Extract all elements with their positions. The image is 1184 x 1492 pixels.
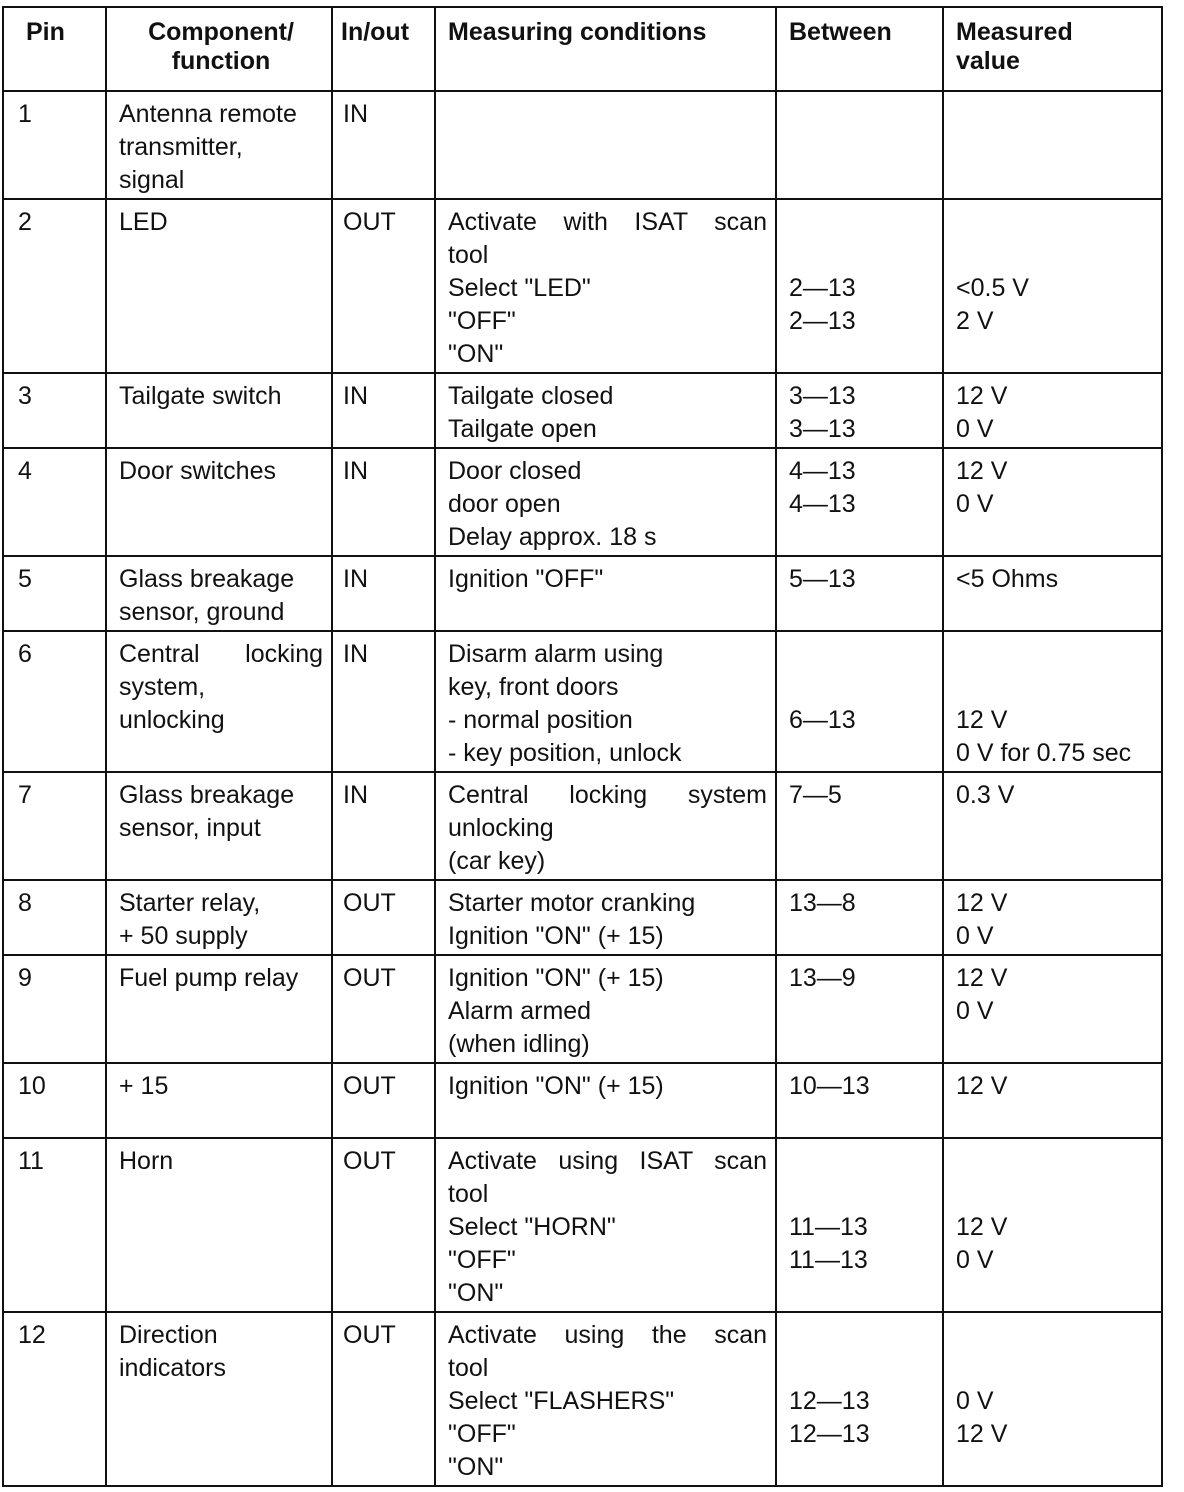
between-cell-line xyxy=(789,671,934,704)
table-row xyxy=(3,772,1162,880)
component-cell xyxy=(106,556,332,631)
component-cell-line: sensor, input xyxy=(119,814,261,842)
component-cell xyxy=(106,1312,332,1486)
conditions-cell-line: "ON" xyxy=(448,1453,504,1481)
header-measured xyxy=(943,7,1162,91)
conditions-cell-line: Activate using the scan xyxy=(448,1321,767,1349)
inout-cell: OUT xyxy=(332,880,435,955)
measured-cell xyxy=(943,772,1162,880)
measured-cell-line: 2 V xyxy=(956,307,994,335)
component-cell xyxy=(106,91,332,199)
table-row xyxy=(3,1312,1162,1486)
conditions-cell-line: (when idling) xyxy=(448,1030,590,1058)
component-cell-line: unlocking xyxy=(119,706,225,734)
conditions-cell-line: Ignition "ON" (+ 15) xyxy=(448,922,664,950)
pin-cell: 1 xyxy=(3,91,106,199)
inout-cell: IN xyxy=(332,91,435,199)
component-cell-line: Door switches xyxy=(119,457,276,485)
table-row xyxy=(3,199,1162,373)
measured-cell-line: 12 V xyxy=(956,1072,1008,1100)
component-cell-line: Direction xyxy=(119,1321,218,1349)
between-cell-line xyxy=(789,338,934,371)
between-cell-line: 3—13 xyxy=(789,415,856,443)
conditions-cell-line: Select "FLASHERS" xyxy=(448,1387,675,1415)
measured-cell-line: 0 V xyxy=(956,415,994,443)
pin-cell: 6 xyxy=(3,631,106,772)
pin-cell: 9 xyxy=(3,955,106,1063)
conditions-cell-line: Select "LED" xyxy=(448,274,591,302)
component-cell-line: + 15 xyxy=(119,1072,169,1100)
between-cell-line: 3—13 xyxy=(789,382,856,410)
between-cell-line xyxy=(789,1319,934,1352)
conditions-cell-line: Delay approx. 18 s xyxy=(448,523,657,551)
measured-cell xyxy=(943,373,1162,448)
table-row xyxy=(3,556,1162,631)
conditions-cell xyxy=(435,1138,776,1312)
inout-cell: IN xyxy=(332,772,435,880)
conditions-cell xyxy=(435,880,776,955)
component-cell xyxy=(106,631,332,772)
header-component-line: function xyxy=(171,47,271,75)
component-cell xyxy=(106,199,332,373)
measured-cell-line: 0.3 V xyxy=(956,781,1015,809)
measured-cell xyxy=(943,1312,1162,1486)
between-cell-line: 6—13 xyxy=(789,706,856,734)
component-cell xyxy=(106,1063,332,1138)
conditions-cell-line: "OFF" xyxy=(448,1420,516,1448)
pin-cell: 11 xyxy=(3,1138,106,1312)
component-cell-line: Glass breakage xyxy=(119,781,295,809)
between-cell xyxy=(776,91,943,199)
conditions-cell-line: tool xyxy=(448,241,489,269)
table-row xyxy=(3,1138,1162,1312)
component-cell-line: Glass breakage xyxy=(119,565,295,593)
between-cell-line xyxy=(789,737,934,770)
conditions-cell-line: Ignition "OFF" xyxy=(448,565,604,593)
between-cell-line xyxy=(789,521,934,554)
component-cell-line: Starter relay, xyxy=(119,889,261,917)
measured-cell-line xyxy=(956,206,1153,239)
pin-cell: 10 xyxy=(3,1063,106,1138)
conditions-cell-line: Select "HORN" xyxy=(448,1213,616,1241)
component-cell-line: LED xyxy=(119,208,168,236)
component-cell-line: Fuel pump relay xyxy=(119,964,299,992)
between-cell-line: 12—13 xyxy=(789,1387,870,1415)
between-cell xyxy=(776,448,943,556)
between-cell-line xyxy=(789,920,934,953)
table-row xyxy=(3,955,1162,1063)
measured-cell-line: 0 V xyxy=(956,490,994,518)
header-between: Between xyxy=(776,7,943,91)
component-cell-line: + 50 supply xyxy=(119,922,248,950)
measured-cell xyxy=(943,1138,1162,1312)
conditions-cell-line: Ignition "ON" (+ 15) xyxy=(448,964,664,992)
measured-cell-line: 12 V xyxy=(956,889,1008,917)
measured-cell-line xyxy=(956,521,1153,554)
component-cell-line: Tailgate switch xyxy=(119,382,282,410)
between-cell xyxy=(776,1063,943,1138)
measured-cell-line xyxy=(956,239,1153,272)
between-cell xyxy=(776,772,943,880)
pin-cell: 4 xyxy=(3,448,106,556)
conditions-cell-line: Door closed xyxy=(448,457,582,485)
component-cell-line: Central locking xyxy=(119,640,323,668)
measured-cell-line xyxy=(956,1028,1153,1061)
between-cell-line xyxy=(789,1451,934,1484)
conditions-cell-line: unlocking xyxy=(448,814,554,842)
measured-cell-line xyxy=(956,1277,1153,1310)
measured-cell-line xyxy=(956,338,1153,371)
measured-cell xyxy=(943,880,1162,955)
pin-cell: 8 xyxy=(3,880,106,955)
conditions-cell-line: Tailgate closed xyxy=(448,382,614,410)
inout-cell: OUT xyxy=(332,1312,435,1486)
header-inout: In/out xyxy=(332,7,435,91)
component-cell xyxy=(106,448,332,556)
inout-cell: IN xyxy=(332,373,435,448)
conditions-cell-line: - normal position xyxy=(448,706,633,734)
between-cell-line: 2—13 xyxy=(789,307,856,335)
measured-cell xyxy=(943,91,1162,199)
inout-cell: IN xyxy=(332,448,435,556)
between-cell-line: 7—5 xyxy=(789,781,842,809)
measured-cell xyxy=(943,448,1162,556)
measured-cell-line: 12 V xyxy=(956,1420,1008,1448)
header-conditions: Measuring conditions xyxy=(435,7,776,91)
table-row xyxy=(3,880,1162,955)
measured-cell xyxy=(943,199,1162,373)
conditions-cell-line: Activate with ISAT scan xyxy=(448,208,767,236)
header-measured-line: Measured xyxy=(956,18,1073,46)
measured-cell-line: 12 V xyxy=(956,457,1008,485)
between-cell-line: 13—8 xyxy=(789,889,856,917)
component-cell-line: signal xyxy=(119,166,185,194)
between-cell xyxy=(776,199,943,373)
component-cell xyxy=(106,955,332,1063)
conditions-cell-line: - key position, unlock xyxy=(448,739,682,767)
conditions-cell xyxy=(435,1312,776,1486)
pin-cell: 5 xyxy=(3,556,106,631)
conditions-cell-line: tool xyxy=(448,1180,489,1208)
inout-cell: OUT xyxy=(332,199,435,373)
conditions-cell-line: (car key) xyxy=(448,847,546,875)
between-cell-line: 4—13 xyxy=(789,490,856,518)
conditions-cell-line: Central locking system xyxy=(448,781,767,809)
table-row xyxy=(3,448,1162,556)
measured-cell-line: 12 V xyxy=(956,382,1008,410)
conditions-cell-line: "OFF" xyxy=(448,1246,516,1274)
between-cell xyxy=(776,1138,943,1312)
between-cell-line xyxy=(789,638,934,671)
between-cell-line: 2—13 xyxy=(789,274,856,302)
between-cell-line xyxy=(789,206,934,239)
conditions-cell-line: Alarm armed xyxy=(448,997,592,1025)
conditions-cell-line: key, front doors xyxy=(448,673,619,701)
measured-cell-line xyxy=(956,1178,1153,1211)
between-cell-line: 12—13 xyxy=(789,1420,870,1448)
conditions-cell xyxy=(435,772,776,880)
component-cell-line: Antenna remote xyxy=(119,100,297,128)
conditions-cell xyxy=(435,199,776,373)
measured-cell-line xyxy=(956,671,1153,704)
conditions-cell xyxy=(435,556,776,631)
pin-assignment-table xyxy=(2,6,1163,1487)
conditions-cell-line: Tailgate open xyxy=(448,415,597,443)
between-cell-line xyxy=(789,995,934,1028)
table-row xyxy=(3,373,1162,448)
conditions-cell-line: Starter motor cranking xyxy=(448,889,696,917)
between-cell-line xyxy=(789,1352,934,1385)
between-cell xyxy=(776,373,943,448)
table-row xyxy=(3,91,1162,199)
measured-cell-line: 0 V xyxy=(956,1246,994,1274)
component-cell xyxy=(106,1138,332,1312)
inout-cell: IN xyxy=(332,556,435,631)
component-cell-line: Horn xyxy=(119,1147,174,1175)
header-measured-line: value xyxy=(956,47,1020,75)
conditions-cell-line: Activate using ISAT scan xyxy=(448,1147,767,1175)
conditions-cell xyxy=(435,955,776,1063)
measured-cell-line xyxy=(956,1451,1153,1484)
measured-cell-line: 12 V xyxy=(956,706,1008,734)
between-cell-line: 5—13 xyxy=(789,565,856,593)
measured-cell-line: 0 V for 0.75 sec xyxy=(956,739,1132,767)
conditions-cell-line: Ignition "ON" (+ 15) xyxy=(448,1072,664,1100)
measured-cell-line: <0.5 V xyxy=(956,274,1029,302)
component-cell-line: transmitter, xyxy=(119,133,243,161)
conditions-cell-line: tool xyxy=(448,1354,489,1382)
between-cell-line xyxy=(789,1277,934,1310)
measured-cell-line xyxy=(956,1319,1153,1352)
conditions-cell-line: "ON" xyxy=(448,340,504,368)
between-cell-line: 10—13 xyxy=(789,1072,870,1100)
component-cell xyxy=(106,772,332,880)
measured-cell-line xyxy=(956,638,1153,671)
measured-cell xyxy=(943,1063,1162,1138)
pin-cell: 12 xyxy=(3,1312,106,1486)
conditions-cell xyxy=(435,631,776,772)
conditions-cell xyxy=(435,373,776,448)
measured-cell-line xyxy=(956,1352,1153,1385)
inout-cell: OUT xyxy=(332,1138,435,1312)
component-cell-line: sensor, ground xyxy=(119,598,285,626)
between-cell xyxy=(776,955,943,1063)
between-cell xyxy=(776,880,943,955)
table-row xyxy=(3,631,1162,772)
header-component-line: Component/ xyxy=(148,18,294,46)
conditions-cell-line: "ON" xyxy=(448,1279,504,1307)
header-row xyxy=(3,7,1162,91)
measured-cell-line: 0 V xyxy=(956,997,994,1025)
between-cell-line xyxy=(789,1145,934,1178)
measured-cell xyxy=(943,631,1162,772)
conditions-cell xyxy=(435,91,776,199)
table-row xyxy=(3,1063,1162,1138)
inout-cell: OUT xyxy=(332,1063,435,1138)
inout-cell: OUT xyxy=(332,955,435,1063)
component-cell-line: indicators xyxy=(119,1354,226,1382)
conditions-cell xyxy=(435,1063,776,1138)
between-cell-line xyxy=(789,239,934,272)
measured-cell-line: 12 V xyxy=(956,1213,1008,1241)
conditions-cell xyxy=(435,448,776,556)
measured-cell-line: 0 V xyxy=(956,1387,994,1415)
measured-cell-line: <5 Ohms xyxy=(956,565,1059,593)
between-cell-line: 11—13 xyxy=(789,1213,868,1241)
conditions-cell-line: "OFF" xyxy=(448,307,516,335)
between-cell xyxy=(776,556,943,631)
between-cell-line xyxy=(789,1028,934,1061)
between-cell xyxy=(776,1312,943,1486)
between-cell-line: 13—9 xyxy=(789,964,856,992)
pin-cell: 2 xyxy=(3,199,106,373)
header-pin: Pin xyxy=(3,7,106,91)
pin-cell: 7 xyxy=(3,772,106,880)
between-cell-line: 11—13 xyxy=(789,1246,868,1274)
between-cell xyxy=(776,631,943,772)
conditions-cell-line: Disarm alarm using xyxy=(448,640,664,668)
measured-cell-line: 0 V xyxy=(956,922,994,950)
pin-cell: 3 xyxy=(3,373,106,448)
conditions-cell-line: door open xyxy=(448,490,561,518)
inout-cell: IN xyxy=(332,631,435,772)
between-cell-line xyxy=(789,1178,934,1211)
header-component xyxy=(106,7,332,91)
measured-cell xyxy=(943,556,1162,631)
component-cell-line: system, xyxy=(119,673,206,701)
component-cell xyxy=(106,880,332,955)
measured-cell-line xyxy=(956,1145,1153,1178)
component-cell xyxy=(106,373,332,448)
measured-cell-line: 12 V xyxy=(956,964,1008,992)
measured-cell xyxy=(943,955,1162,1063)
between-cell-line: 4—13 xyxy=(789,457,856,485)
